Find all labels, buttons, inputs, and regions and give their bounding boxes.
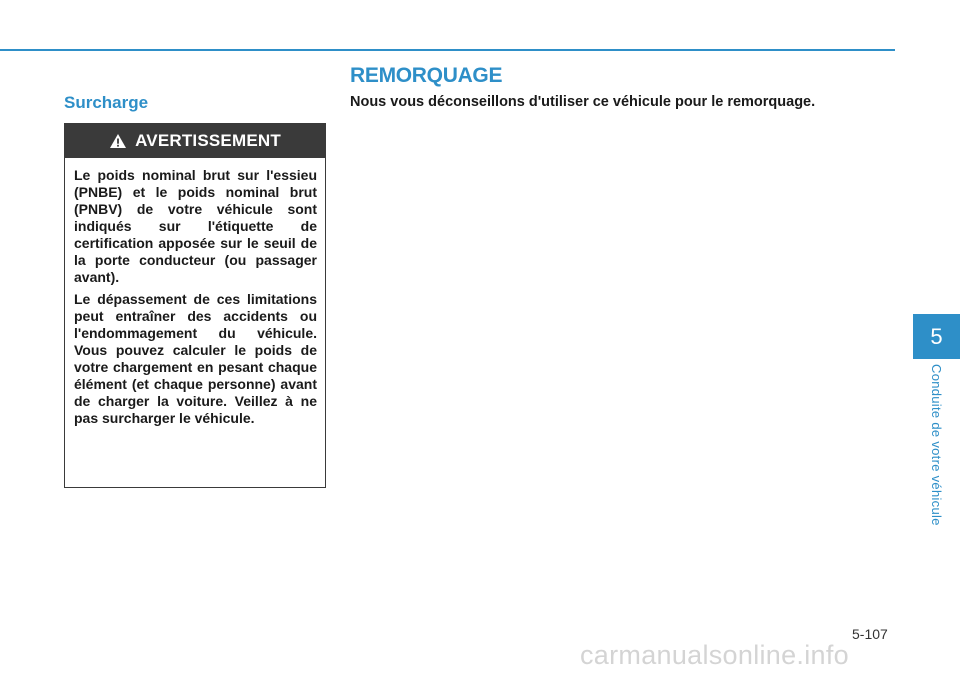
warning-paragraph-1: Le poids nominal brut sur l'essieu (PNBE) et le poids nominal brut (PNBV) de votre véhicule sont indiqués sur l'étiquette de certification apposée sur le seuil de la porte conducteur (ou passager avant). xyxy=(74,167,317,285)
main-heading: REMORQUAGE xyxy=(350,64,503,87)
main-text: Nous vous déconseillons d'utiliser ce véhicule pour le remorquage. xyxy=(350,94,816,110)
warning-header xyxy=(65,124,325,158)
chapter-tab xyxy=(913,314,960,359)
chapter-number: 5 xyxy=(930,323,943,349)
page-number: 5-107 xyxy=(852,626,888,642)
top-rule xyxy=(0,49,895,51)
warning-title: AVERTISSEMENT xyxy=(135,131,281,150)
chapter-label: Conduite de votre véhicule xyxy=(929,364,944,526)
watermark: carmanualsonline.info xyxy=(580,640,849,670)
warning-box xyxy=(64,123,326,488)
warning-body xyxy=(65,158,325,427)
warning-paragraph-2: Le dépassement de ces limitations peut entraîner des accidents ou l'endommagement du véhicule. Vous pouvez calculer le poids de votre chargement en pesant chaque élément (et chaque personne) avant de charger la voiture. Veillez à ne pas surcharger le véhicule. xyxy=(74,291,317,426)
section-heading: Surcharge xyxy=(64,93,149,112)
warning-triangle-icon xyxy=(109,133,127,149)
